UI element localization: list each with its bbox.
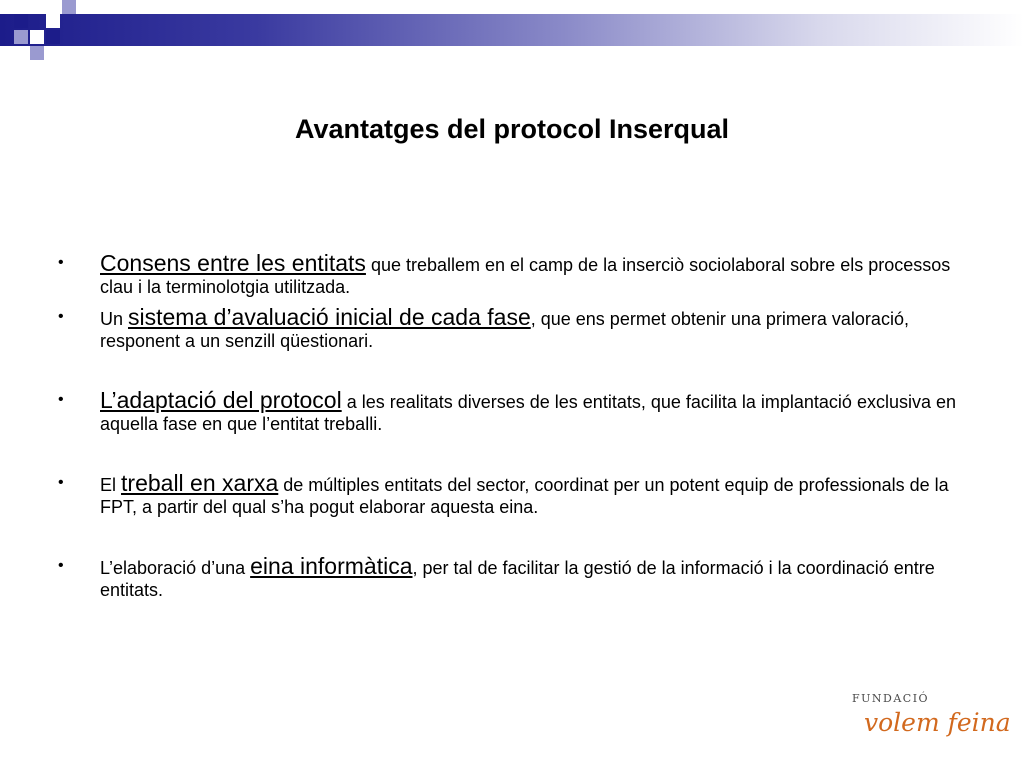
logo-line-2: volem feina (864, 708, 1011, 737)
decor-square (46, 30, 60, 44)
bullet-keyword: treball en xarxa (121, 470, 279, 496)
bullet-text: de múltiples entitats del sector, coordinat per un potent equip de professionals de la FPT, a partir del qual s’ha pogut elaborar aquesta eina. (100, 475, 949, 517)
bullet-text: que treballem en el camp de la inserciò sociolaboral sobre els processos clau i la terminolotgia utilitzada. (100, 255, 951, 297)
header-gradient-band (0, 14, 1024, 46)
decor-square (30, 30, 44, 44)
decor-square (14, 30, 28, 44)
decor-square (14, 14, 28, 28)
bullet-dot: • (58, 254, 64, 271)
bullet-text: , que ens permet obtenir una primera valoració, responent a un senzill qüestionari. (100, 309, 909, 351)
decor-square (30, 46, 44, 60)
bullet-item (58, 389, 970, 435)
slide-title: Avantatges del protocol Inserqual (294, 114, 730, 144)
bullet-text: , per tal de facilitar la gestió de la informació i la coordinació entre entitats. (100, 558, 935, 600)
bullet-dot: • (58, 474, 64, 491)
bullet-prefix: El (100, 475, 122, 495)
bullet-keyword: eina informàtica (250, 553, 413, 579)
bullet-dot: • (58, 308, 64, 325)
fundacio-logo (850, 692, 1011, 744)
bullet-dot: • (58, 391, 64, 408)
bullet-item (58, 555, 970, 601)
bullet-prefix: Un (100, 309, 129, 329)
bullet-keyword: Consens entre les entitats (100, 250, 366, 276)
logo-line-1: FUNDACIÓ (852, 692, 930, 705)
bullet-dot: • (58, 557, 64, 574)
bullet-item (58, 306, 970, 352)
decor-square (46, 14, 60, 28)
decor-square (62, 0, 76, 14)
bullet-item (58, 252, 970, 298)
bullet-prefix: L’elaboració d’una (100, 558, 251, 578)
bullet-keyword: sistema d’avaluació inicial de cada fase (128, 304, 531, 330)
bullet-list (58, 252, 970, 601)
bullet-keyword: L’adaptació del protocol (100, 387, 342, 413)
bullet-text: a les realitats diverses de les entitats, que facilita la implantació exclusiva en aquella fase en que l’entitat treballi. (100, 392, 956, 434)
bullet-item (58, 472, 970, 518)
